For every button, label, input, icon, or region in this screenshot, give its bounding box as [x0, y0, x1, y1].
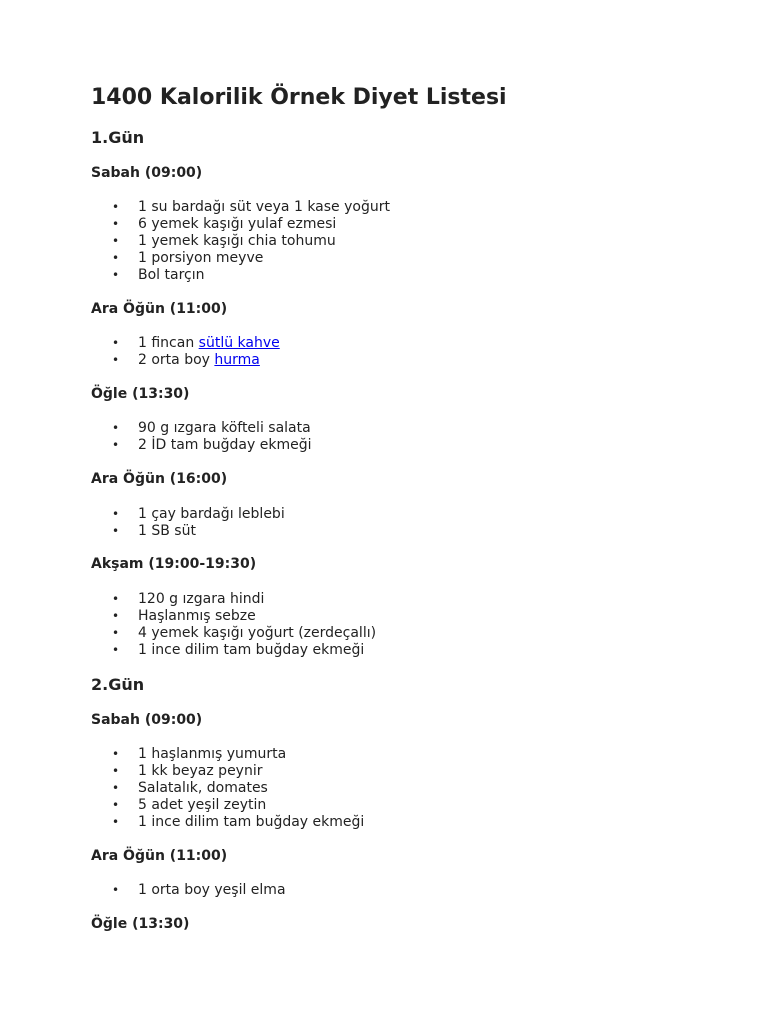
list-item: • 1 orta boy yeşil elma: [91, 882, 286, 899]
list-item: • 1 yemek kaşığı chia tohumu: [91, 233, 390, 250]
meal-items-day1-breakfast: [91, 199, 390, 284]
list-item: • 2 İD tam buğday ekmeği: [91, 437, 311, 454]
meal-title-day2-snack1: Ara Öğün (11:00): [91, 848, 228, 864]
meal-items-day1-snack2: [91, 506, 285, 540]
item-text: 2 orta boy: [138, 352, 215, 368]
list-item: • 4 yemek kaşığı yoğurt (zerdeçallı): [91, 625, 376, 642]
list-item: • 1 ince dilim tam buğday ekmeği: [91, 814, 364, 831]
list-item: • 120 g ızgara hindi: [91, 591, 376, 608]
list-item: • Bol tarçın: [91, 267, 390, 284]
list-item: • 1 haşlanmış yumurta: [91, 746, 364, 763]
list-item: • 1 ince dilim tam buğday ekmeği: [91, 642, 376, 659]
meal-title-day2-lunch: Öğle (13:30): [91, 916, 190, 932]
meal-items-day1-snack1: [91, 335, 280, 369]
page-title: 1400 Kalorilik Örnek Diyet Listesi: [91, 85, 507, 110]
list-item: • 5 adet yeşil zeytin: [91, 797, 364, 814]
meal-items-day2-snack1: [91, 882, 286, 899]
day-title-2: 2.Gün: [91, 675, 145, 694]
meal-items-day1-lunch: [91, 420, 311, 454]
list-item: • 6 yemek kaşığı yulaf ezmesi: [91, 216, 390, 233]
day-title-1: 1.Gün: [91, 128, 145, 147]
item-text: 1 fincan: [138, 335, 199, 351]
meal-items-day2-breakfast: [91, 746, 364, 831]
list-item: • 1 porsiyon meyve: [91, 250, 390, 267]
list-item: • 1 SB süt: [91, 523, 285, 540]
meal-title-day1-breakfast: Sabah (09:00): [91, 165, 203, 181]
meal-items-day1-dinner: [91, 591, 376, 659]
list-item: • 1 kk beyaz peynir: [91, 763, 364, 780]
list-item: • 1 çay bardağı leblebi: [91, 506, 285, 523]
link-hurma[interactable]: hurma: [214, 352, 260, 368]
list-item: [91, 335, 280, 352]
meal-title-day1-lunch: Öğle (13:30): [91, 386, 190, 402]
list-item: • Salatalık, domates: [91, 780, 364, 797]
meal-title-day1-snack2: Ara Öğün (16:00): [91, 471, 228, 487]
list-item: • 90 g ızgara köfteli salata: [91, 420, 311, 437]
list-item: • 1 su bardağı süt veya 1 kase yoğurt: [91, 199, 390, 216]
meal-title-day2-breakfast: Sabah (09:00): [91, 712, 203, 728]
meal-title-day1-snack1: Ara Öğün (11:00): [91, 301, 228, 317]
list-item: [91, 352, 280, 369]
list-item: • Haşlanmış sebze: [91, 608, 376, 625]
meal-title-day1-dinner: Akşam (19:00-19:30): [91, 556, 257, 572]
link-sutlu-kahve[interactable]: sütlü kahve: [198, 335, 280, 351]
